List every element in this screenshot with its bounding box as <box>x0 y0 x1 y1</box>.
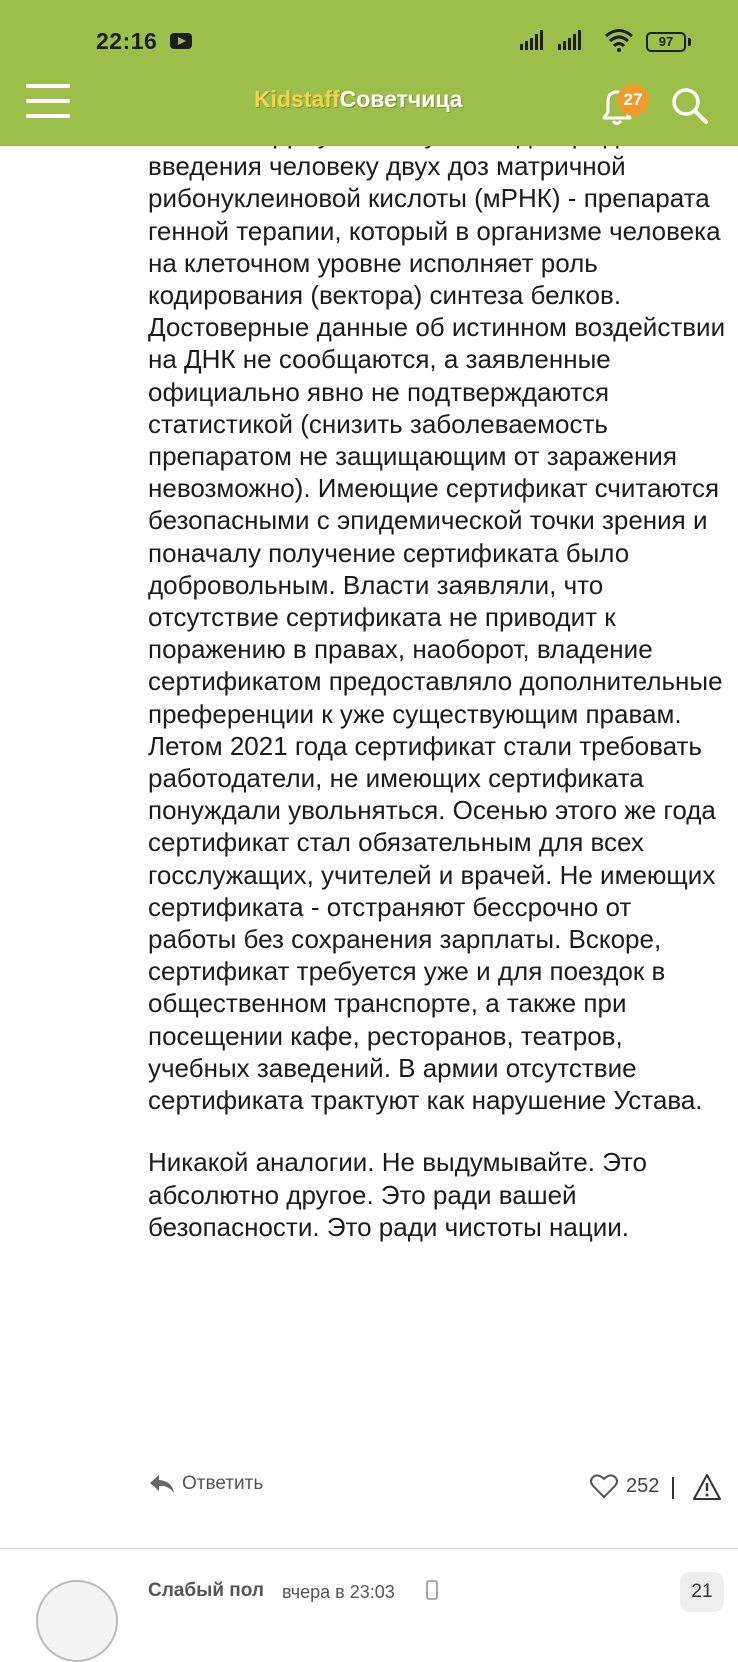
reply-label: Ответить <box>182 1473 264 1494</box>
signal-icon <box>520 30 546 50</box>
post-actions <box>0 1473 738 1513</box>
post-paragraph: введения человеку двух доз матричной рибонуклеиновой кислоты (мРНК) - препарата генной терапии, который в организме человека на клеточном уровне исполняет роль кодирования (вектора) синтеза белков. Достоверные данные об истинном воздействии на ДНК не сообщаются, а заявленные официально явно не подтверждаются статистикой (снизить заболеваемость препаратом не защищающим от заражения невозможно). Имеющие сертификат считаются безопасными с эпидемической точки зрения и поначалу получение сертификата было добровольным. Власти заявляли, что отсутствие сертификата не приводит к поражению в правах, наоборот, владение сертификатом предоставляло дополнительные преференции к уже существующим правам. Летом 2021 года сертификат стали требовать работодатели, не имеющих сертификата понуждали увольняться. Осенью этого же года сертификат стал обязательным для всех госслужащих, учителей и врачей. Не имеющих сертификата - отстраняют бессрочно от работы без сохранения зарплаты. Вскоре, сертификат требуется уже и для поездок в общественном транспорте, а также при посещении кафе, ресторанов, театров, учебных заведений. В армии отсутствие сертификата трактуют как нарушение Устава. <box>148 151 726 1116</box>
site-logo[interactable] <box>254 86 463 113</box>
status-time: 22:16 <box>96 28 158 54</box>
status-bar <box>0 0 738 72</box>
comment-time: вчера в 23:03 <box>282 1582 395 1602</box>
notification-badge: 27 <box>617 84 649 116</box>
menu-button[interactable] <box>26 84 70 118</box>
battery-icon: 97 <box>646 32 686 52</box>
youtube-icon <box>170 33 192 49</box>
comment-number: 21 <box>680 1572 724 1612</box>
heart-icon <box>590 1473 618 1499</box>
reply-arrow-icon <box>148 1473 176 1495</box>
signal-icon-2 <box>558 30 584 50</box>
divider <box>672 1477 674 1499</box>
avatar[interactable] <box>36 1580 118 1662</box>
like-button[interactable] <box>590 1473 659 1499</box>
search-icon[interactable] <box>668 84 710 126</box>
post-paragraph: Никакой аналогии. Не выдумывайте. Это абсолютно другое. Это ради вашей безопасности. Это ради чистоты нации. <box>148 1147 647 1242</box>
post-body <box>148 118 726 1243</box>
app-header <box>0 0 738 146</box>
brand-part2: Советчица <box>339 86 463 112</box>
warning-icon[interactable] <box>692 1473 722 1501</box>
reply-button[interactable] <box>148 1473 263 1495</box>
brand-part1: Kidstaff <box>254 86 340 112</box>
wifi-icon <box>604 28 634 52</box>
comment-divider <box>0 1548 738 1549</box>
comment-header <box>0 1560 738 1600</box>
comment-author[interactable]: Слабый пол <box>148 1580 264 1601</box>
phone-icon <box>426 1580 438 1600</box>
like-count: 252 <box>626 1474 660 1497</box>
